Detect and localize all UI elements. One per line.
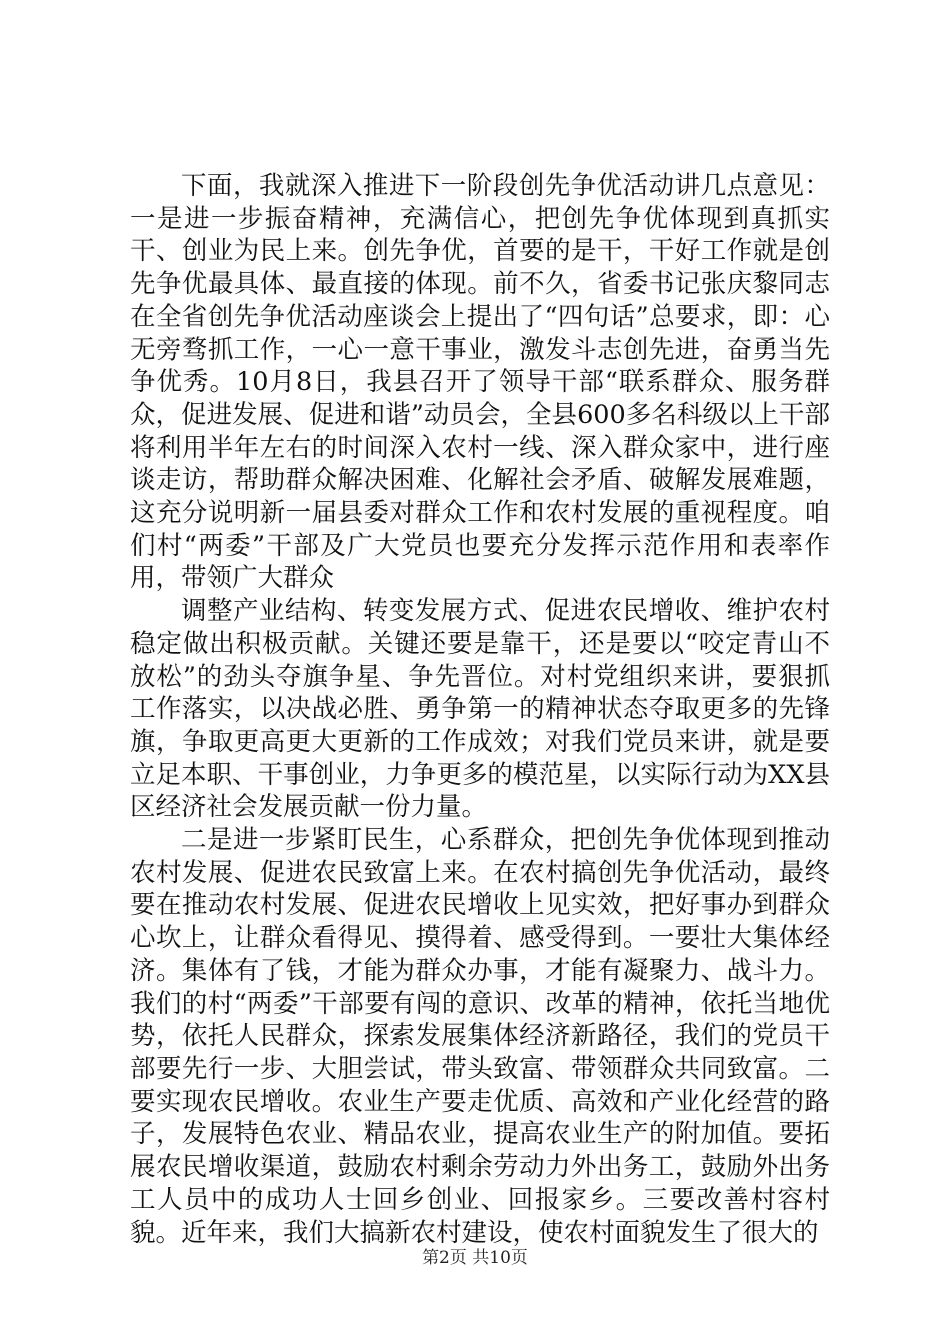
document-body <box>130 170 830 1249</box>
paragraph-1: 下面，我就深入推进下一阶段创先争优活动讲几点意见：一是进一步振奋精神，充满信心，把创先争优体现到真抓实干、创业为民上来。创先争优，首要的是干，干好工作就是创先争优最具体、最直接的体现。前不久，省委书记张庆黎同志在全省创先争优活动座谈会上提出了“四句话”总要求，即：心无旁骛抓工作，一心一意干事业，激发斗志创先进，奋勇当先争优秀。10月8日，我县召开了领导干部“联系群众、服务群众，促进发展、促进和谐”动员会，全县600多名科级以上干部将利用半年左右的时间深入农村一线、深入群众家中，进行座谈走访，帮助群众解决困难、化解社会矛盾、破解发展难题，这充分说明新一届县委对群众工作和农村发展的重视程度。咱们村“两委”干部及广大党员也要充分发挥示范作用和表率作用，带领广大群众 <box>130 171 830 594</box>
page-footer: 第2页 共10页 <box>422 1248 528 1268</box>
paragraph-2: 调整产业结构、转变发展方式、促进农民增收、维护农村稳定做出积极贡献。关键还要是靠干，还是要以“咬定青山不放松”的劲头夺旗争星、争先晋位。对村党组织来讲，要狠抓工作落实，以决战必胜、勇争第一的精神状态夺取更多的先锋旗，争取更高更大更新的工作成效；对我们党员来讲，就是要立足本职、干事创业，力争更多的模范星，以实际行动为XX县区经济社会发展贡献一份力量。 <box>130 596 830 823</box>
paragraph-3: 二是进一步紧盯民生，心系群众，把创先争优体现到推动农村发展、促进农民致富上来。在农村搞创先争优活动，最终要在推动农村发展、促进农民增收上见实效，把好事办到群众心坎上，让群众看得见、摸得着、感受得到。一要壮大集体经济。集体有了钱，才能为群众办事，才能有凝聚力、战斗力。我们的村“两委”干部要有闯的意识、改革的精神，依托当地优势，依托人民群众，探索发展集体经济新路径，我们的党员干部要先行一步、大胆尝试，带头致富、带领群众共同致富。二要实现农民增收。农业生产要走优质、高效和产业化经营的路子，发展特色农业、精品农业，提高农业生产的附加值。要拓展农民增收渠道，鼓励农村剩余劳动力外出务工，鼓励外出务工人员中的成功人士回乡创业、回报家乡。三要改善村容村貌。近年来，我们大搞新农村建设，使农村面貌发生了很大的 <box>130 825 830 1248</box>
